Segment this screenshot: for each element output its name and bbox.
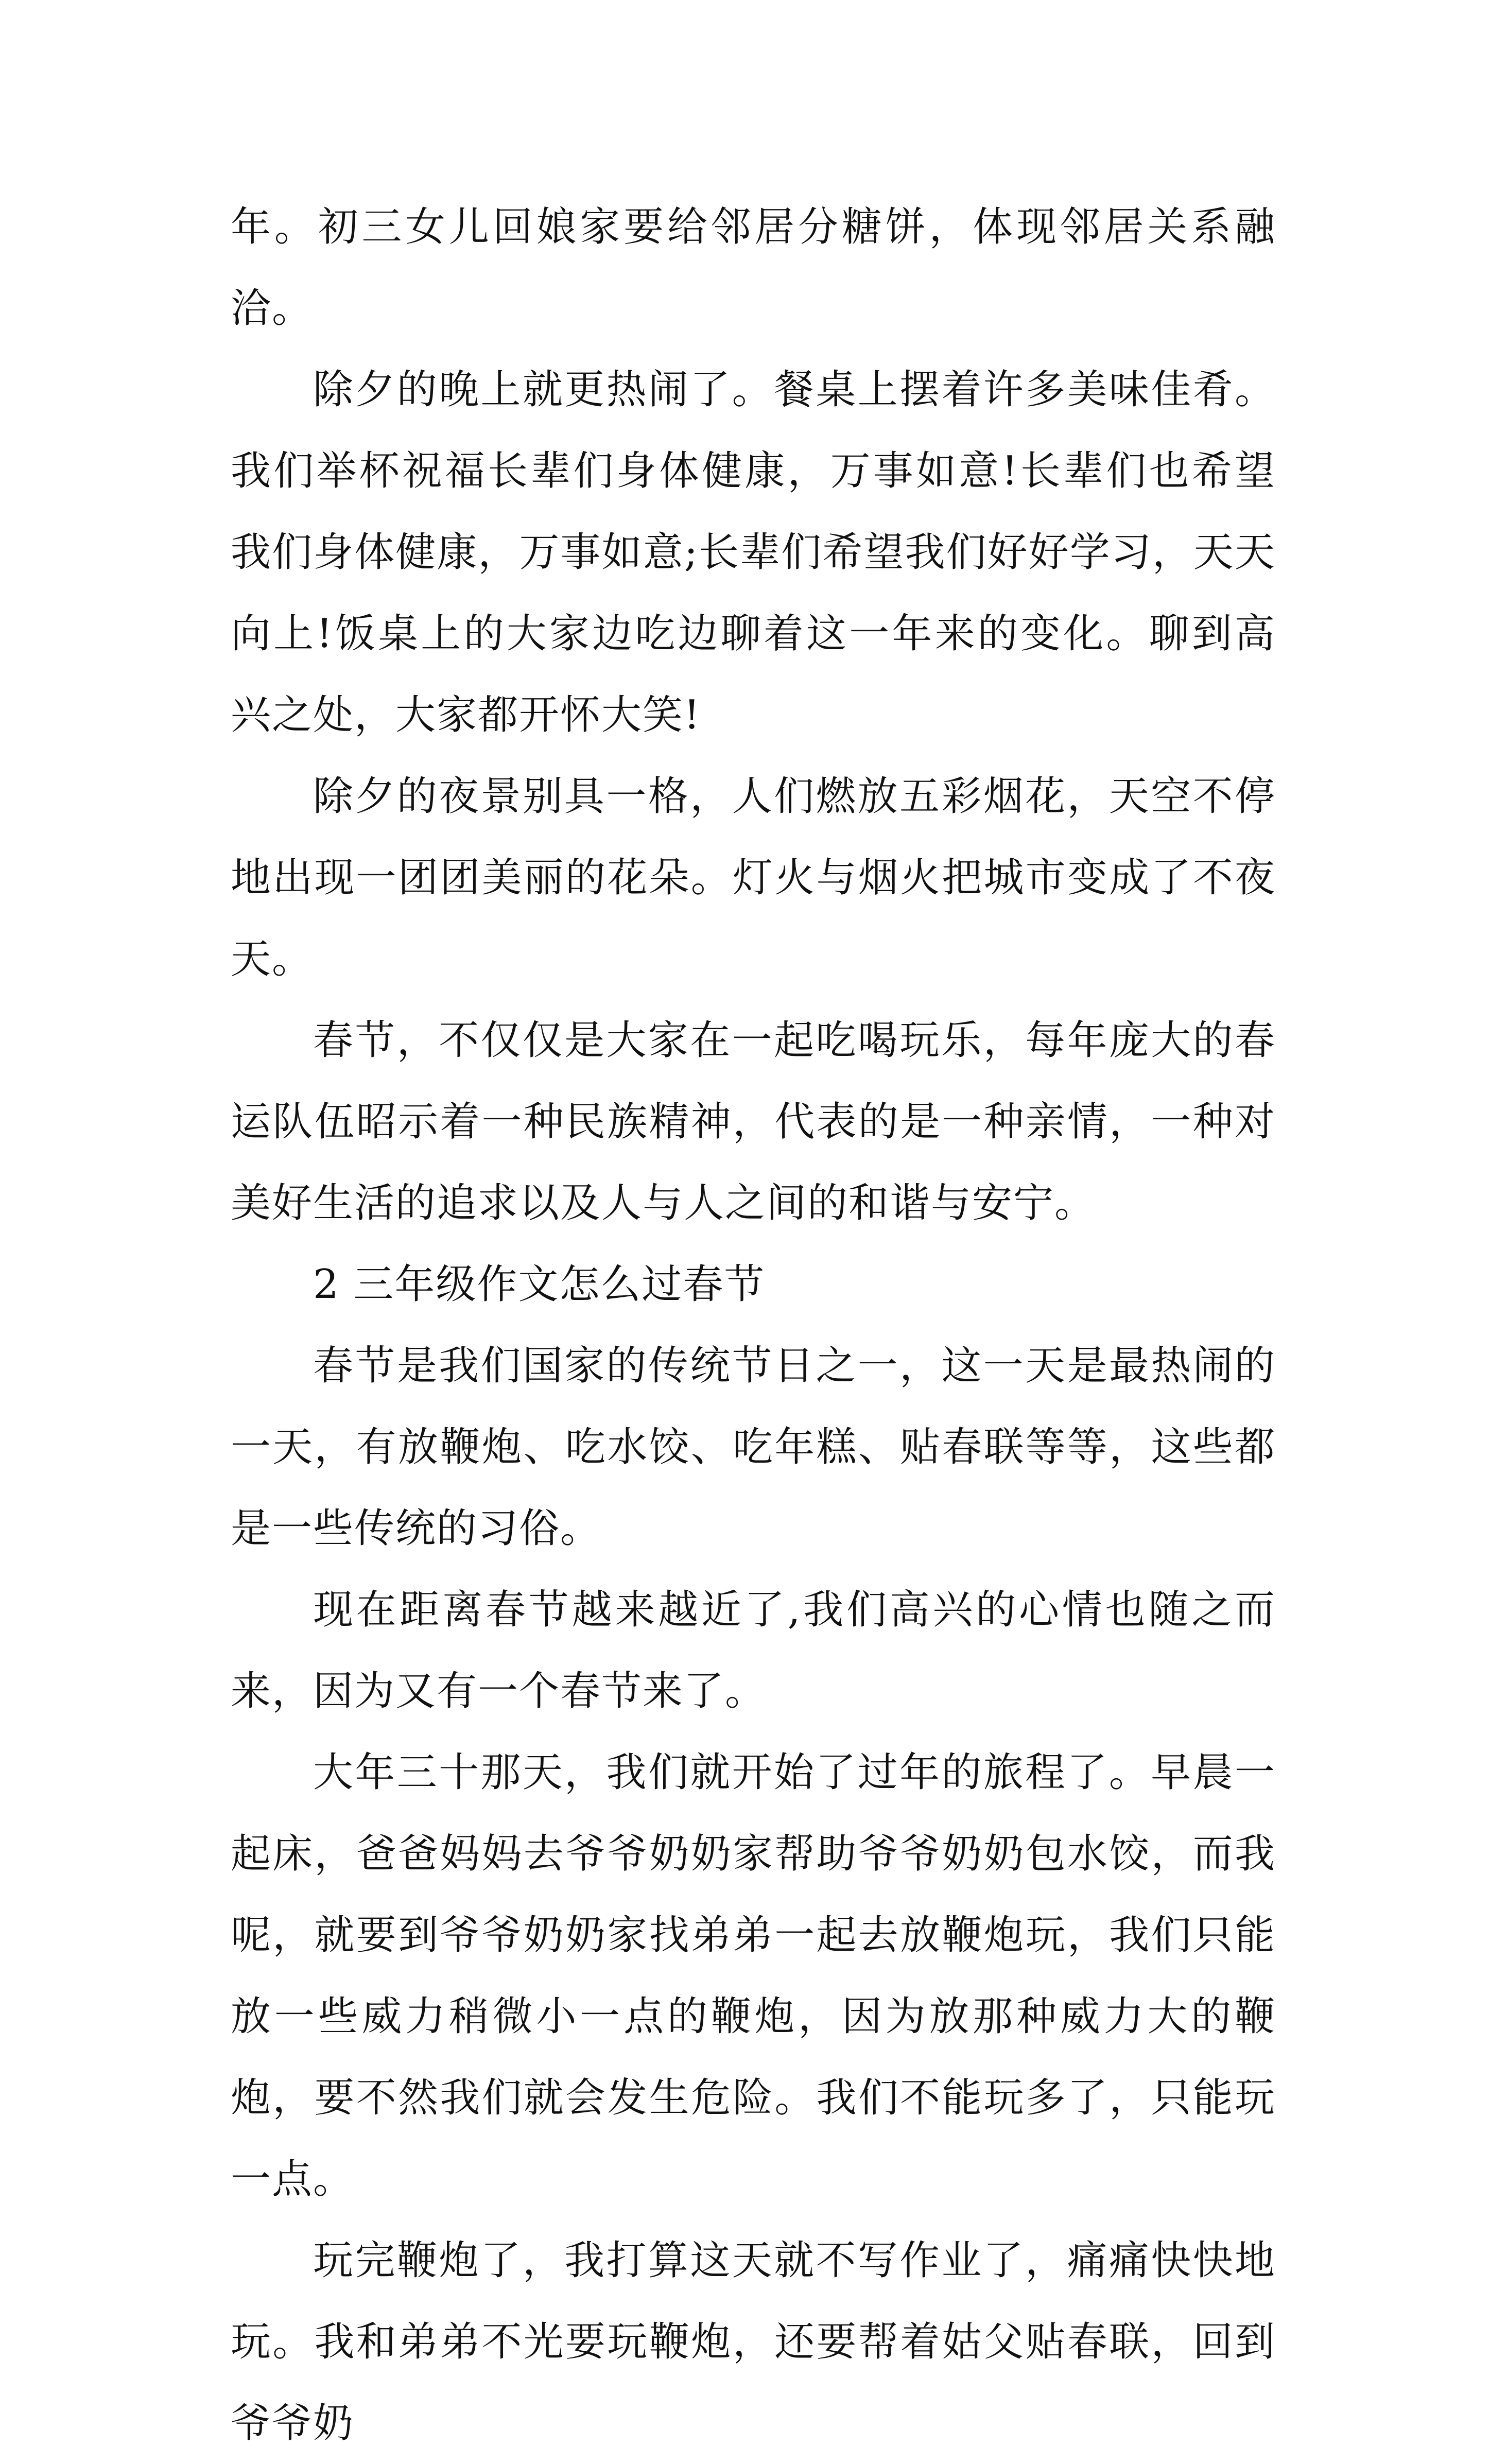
paragraph-approaching: 现在距离春节越来越近了,我们高兴的心情也随之而来，因为又有一个春节来了。 [231,1587,1276,1714]
paragraph-new-years-eve-dinner: 除夕的晚上就更热闹了。餐桌上摆着许多美味佳肴。我们举杯祝福长辈们身体健康，万事如意!长辈们也希望我们身体健康，万事如意;长辈们希望我们好好学习，天天向上!饭桌上的大家边吃边聊着这一年来的变化。聊到高兴之处，大家都开怀大笑! [231,367,1276,738]
paragraph-continuation: 年。初三女儿回娘家要给邻居分糖饼，体现邻居关系融洽。 [231,204,1276,332]
section-heading: 2 三年级作文怎么过春节 [313,1261,766,1308]
paragraph-after-firecrackers: 玩完鞭炮了，我打算这天就不写作业了，痛痛快快地玩。我和弟弟不光要玩鞭炮，还要帮着姑父贴春联，回到爷爷奶 [231,2237,1276,2446]
paragraph-new-years-eve-day: 大年三十那天，我们就开始了过年的旅程了。早晨一起床，爸爸妈妈去爷爷奶奶家帮助爷爷奶奶包水饺，而我呢，就要到爷爷奶奶家找弟弟一起去放鞭炮玩，我们只能放一些威力稍微小一点的鞭炮，因为放那种威力大的鞭炮，要不然我们就会发生危险。我们不能玩多了，只能玩一点。 [231,1749,1276,2202]
paragraph-night-fireworks: 除夕的夜景别具一格，人们燃放五彩烟花，天空不停地出现一团团美丽的花朵。灯火与烟火把城市变成了不夜天。 [231,773,1276,982]
document-body [231,186,1276,2464]
paragraph-spring-festival-meaning: 春节，不仅仅是大家在一起吃喝玩乐，每年庞大的春运队伍昭示着一种民族精神，代表的是一种亲情，一种对美好生活的追求以及人与人之间的和谐与安宁。 [231,1017,1276,1226]
paragraph-traditions: 春节是我们国家的传统节日之一，这一天是最热闹的一天，有放鞭炮、吃水饺、吃年糕、贴春联等等，这些都是一些传统的习俗。 [231,1343,1276,1552]
